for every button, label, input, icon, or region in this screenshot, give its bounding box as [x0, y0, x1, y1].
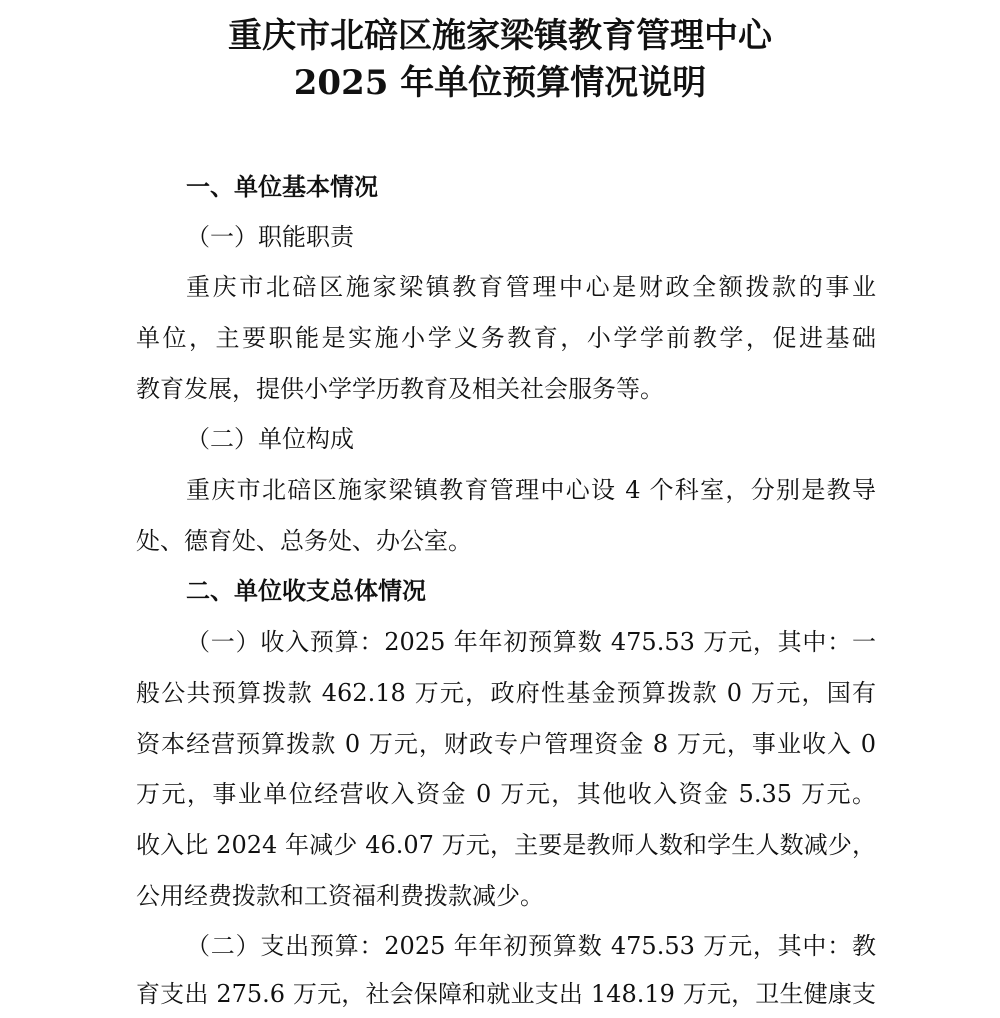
document-title-line-1: 重庆市北碚区施家梁镇教育管理中心 [228, 16, 772, 56]
subsection-heading-composition: （二）单位构成 [186, 425, 354, 453]
paragraph-composition-line-1: 重庆市北碚区施家梁镇教育管理中心设 4 个科室，分别是教导 [186, 476, 876, 504]
paragraph-duties-line-2: 单位，主要职能是实施小学义务教育，小学学前教学，促进基础 [136, 324, 876, 352]
section-heading-basic-info: 一、单位基本情况 [186, 172, 378, 201]
paragraph-income-line-4: 万元，事业单位经营收入资金 0 万元，其他收入资金 5.35 万元。 [136, 780, 876, 808]
paragraph-duties-line-1: 重庆市北碚区施家梁镇教育管理中心是财政全额拨款的事业 [186, 273, 876, 301]
paragraph-expenditure-line-2: 育支出 275.6 万元，社会保障和就业支出 148.19 万元，卫生健康支 [136, 980, 876, 1008]
paragraph-income-line-5: 收入比 2024 年减少 46.07 万元，主要是教师人数和学生人数减少， [136, 831, 876, 859]
paragraph-income-line-1: （一）收入预算：2025 年年初预算数 475.53 万元，其中：一 [186, 628, 876, 656]
subsection-heading-duties: （一）职能职责 [186, 223, 354, 251]
section-heading-budget-overview: 二、单位收支总体情况 [186, 576, 426, 605]
paragraph-expenditure-line-1: （二）支出预算：2025 年年初预算数 475.53 万元，其中：教 [186, 932, 876, 960]
paragraph-income-line-6: 公用经费拨款和工资福利费拨款减少。 [136, 882, 544, 910]
paragraph-duties-line-3: 教育发展，提供小学学历教育及相关社会服务等。 [136, 375, 664, 403]
paragraph-income-line-3: 资本经营预算拨款 0 万元，财政专户管理资金 8 万元，事业收入 0 [136, 730, 876, 758]
paragraph-composition-line-2: 处、德育处、总务处、办公室。 [136, 527, 472, 555]
document-title-line-2: 2025 年单位预算情况说明 [293, 63, 707, 103]
paragraph-income-line-2: 般公共预算拨款 462.18 万元，政府性基金预算拨款 0 万元，国有 [136, 679, 876, 707]
